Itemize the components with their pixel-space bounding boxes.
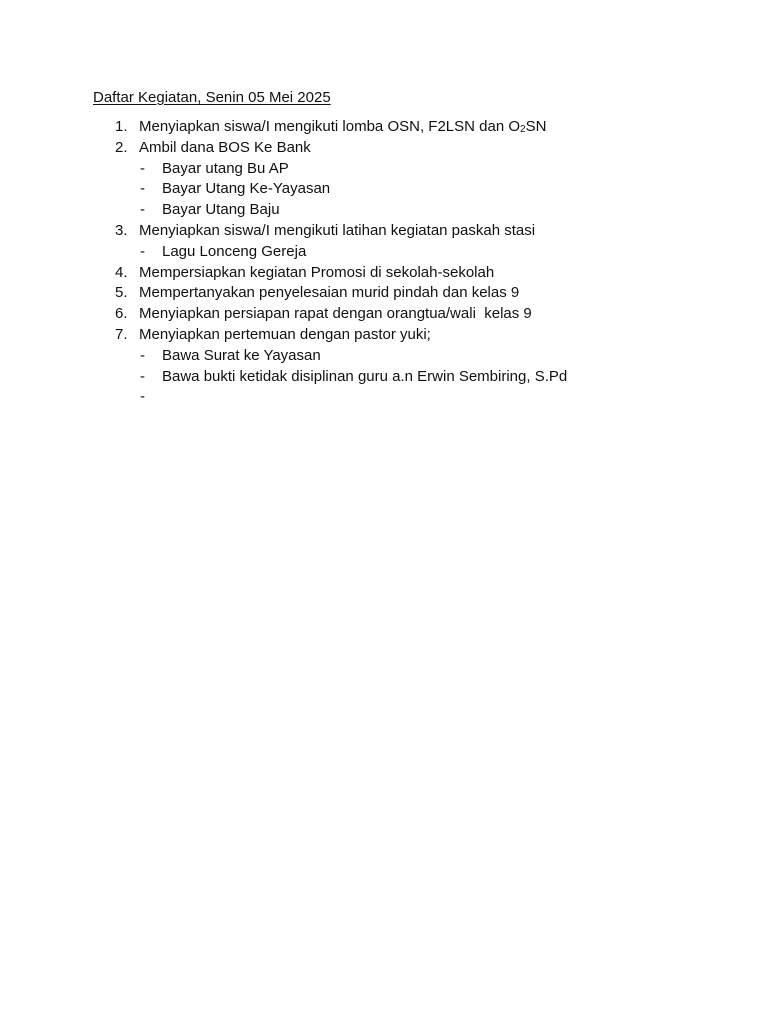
- list-item: [0, 304, 768, 325]
- list-item-number: 4.: [115, 263, 128, 281]
- sub-item-text: Bawa bukti ketidak disiplinan guru a.n Erwin Sembiring, S.Pd: [162, 367, 568, 385]
- sub-item: [0, 242, 768, 263]
- sub-item-text: Bawa Surat ke Yayasan: [162, 346, 321, 364]
- activity-list: [0, 117, 768, 408]
- document-title: Daftar Kegiatan, Senin 05 Mei 2025: [93, 89, 331, 106]
- sub-item: [0, 346, 768, 367]
- list-item: [0, 117, 768, 138]
- dash-marker: -: [140, 346, 145, 364]
- dash-marker: -: [140, 180, 145, 198]
- dash-marker: -: [140, 242, 145, 260]
- sub-item-text: Bayar Utang Ke-Yayasan: [162, 180, 331, 198]
- sub-item-text: Bayar Utang Baju: [162, 201, 280, 219]
- subscript-text: 2: [520, 124, 526, 135]
- list-item-text: Ambil dana BOS Ke Bank: [139, 138, 311, 156]
- sub-item-text: Bayar utang Bu AP: [162, 159, 289, 177]
- list-item-number: 3.: [115, 221, 128, 239]
- sub-item: [0, 367, 768, 388]
- dash-marker: -: [140, 388, 145, 406]
- list-item-text: Menyiapkan persiapan rapat dengan orangtua/wali kelas 9: [139, 305, 532, 323]
- list-item-number: 1.: [115, 118, 128, 135]
- list-item: [0, 263, 768, 284]
- list-item: [0, 221, 768, 242]
- list-item: [0, 138, 768, 159]
- list-item-text: Mempertanyakan penyelesaian murid pindah dan kelas 9: [139, 284, 520, 302]
- list-item-text-main: Menyiapkan siswa/I mengikuti lomba OSN, F2LSN dan O: [139, 118, 520, 135]
- list-item-text: Menyiapkan pertemuan dengan pastor yuki;: [139, 325, 431, 343]
- list-item: [0, 325, 768, 346]
- dash-marker: -: [140, 159, 145, 177]
- sub-item: [0, 387, 768, 408]
- list-item-number: 7.: [115, 325, 128, 343]
- list-item-text: Mempersiapkan kegiatan Promosi di sekolah-sekolah: [139, 263, 495, 281]
- sub-item: [0, 179, 768, 200]
- sub-item-text: Lagu Lonceng Gereja: [162, 242, 307, 260]
- list-item-text-tail: SN: [525, 118, 547, 135]
- list-item-text: Menyiapkan siswa/I mengikuti latihan kegiatan paskah stasi: [139, 221, 536, 239]
- sub-item: [0, 159, 768, 180]
- dash-marker: -: [140, 201, 145, 219]
- sub-item: [0, 200, 768, 221]
- dash-marker: -: [140, 367, 145, 385]
- list-item: [0, 283, 768, 304]
- list-item-number: 5.: [115, 284, 128, 302]
- list-item-text: [139, 117, 546, 138]
- list-item-number: 6.: [115, 305, 128, 323]
- list-item-number: 2.: [115, 138, 128, 156]
